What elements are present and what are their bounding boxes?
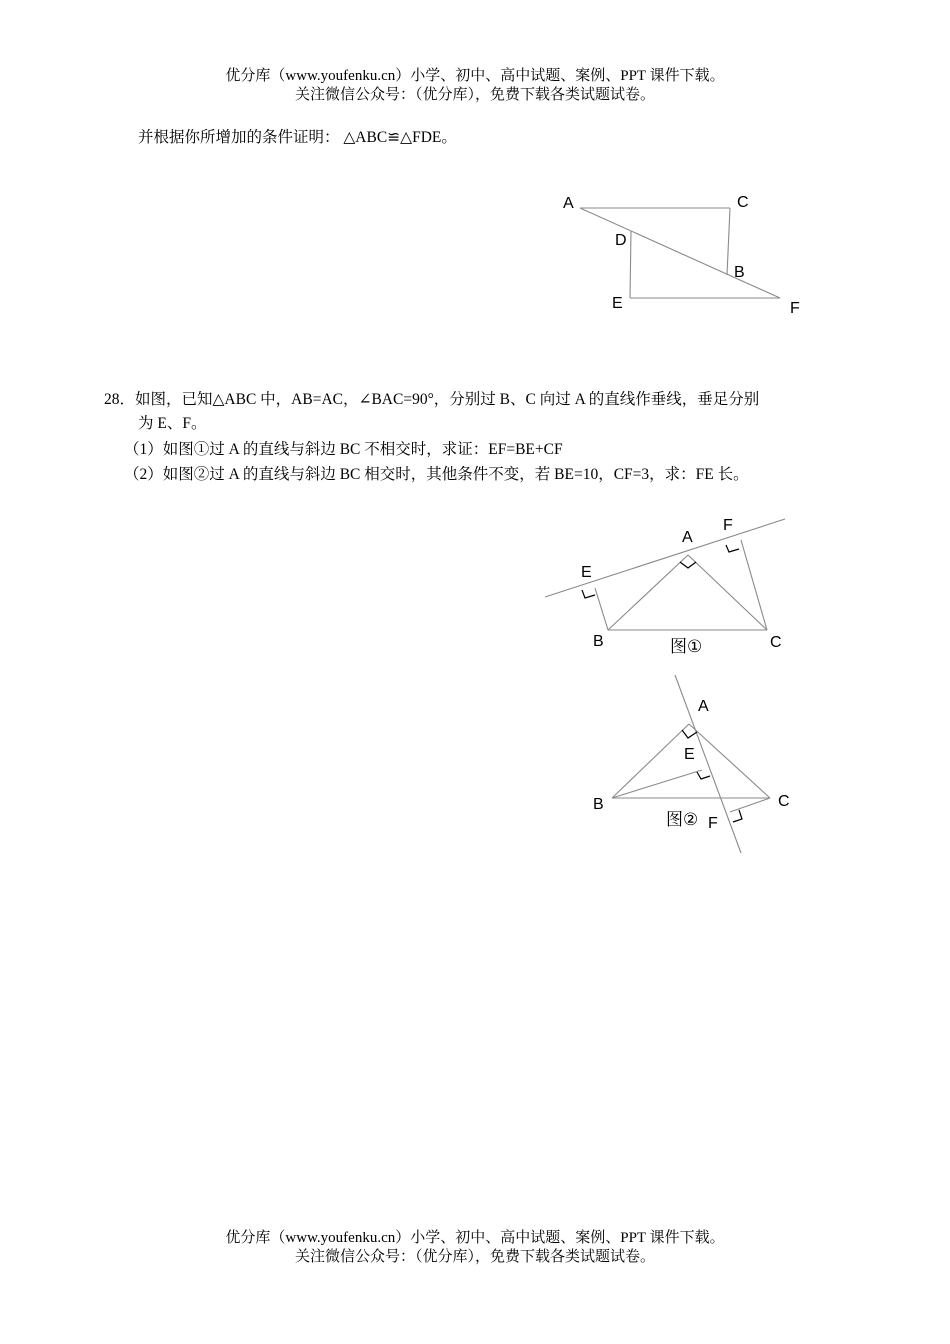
problem28-part1: （1）如图①过 A 的直线与斜边 BC 不相交时，求证：EF=BE+CF	[124, 441, 563, 458]
problem28-line2: 为 E、F。	[138, 415, 207, 432]
label-e: E	[684, 746, 695, 763]
label-b: B	[734, 264, 745, 281]
right-angle-f	[733, 810, 742, 822]
figure-1-caption: 图①	[670, 637, 703, 656]
right-angle-a	[680, 562, 696, 568]
label-e: E	[612, 295, 623, 312]
right-angle-e	[582, 590, 595, 598]
footer-line-2: 关注微信公众号：（优分库），免费下载各类试题试卷。	[294, 1249, 655, 1265]
footer-line-1: 优分库（www.youfenku.cn）小学、初中、高中试题、案例、PPT 课件下载。	[225, 1230, 725, 1246]
segment-cb	[727, 208, 730, 275]
label-f: F	[790, 300, 800, 317]
figure-2-caption: 图②	[666, 810, 699, 829]
label-b: B	[593, 796, 604, 813]
segment-ab	[608, 555, 688, 630]
label-f: F	[723, 517, 733, 534]
label-d: D	[615, 232, 627, 249]
segment-cf	[730, 798, 770, 812]
label-c: C	[778, 793, 790, 810]
label-b: B	[593, 633, 604, 650]
label-a: A	[698, 698, 709, 715]
right-angle-a	[682, 730, 697, 738]
label-f: F	[708, 815, 718, 832]
right-angle-f	[726, 545, 739, 552]
header-line-1: 优分库（www.youfenku.cn）小学、初中、高中试题、案例、PPT 课件下载。	[225, 68, 725, 84]
segment-de	[630, 231, 631, 298]
label-e: E	[581, 564, 592, 581]
label-a: A	[682, 529, 693, 546]
segment-be	[595, 588, 608, 630]
right-angle-e	[697, 772, 710, 779]
line-through-a	[545, 519, 785, 597]
header-line-2: 关注微信公众号：（优分库），免费下载各类试题试卷。	[294, 87, 655, 103]
figure-1	[540, 510, 800, 660]
segment-ac	[689, 724, 770, 798]
figure-congruent-triangles	[540, 185, 820, 325]
segment-ac	[688, 555, 767, 630]
prev-problem-text: 并根据你所增加的条件证明： △ABC≌△FDE。	[138, 129, 457, 146]
segment-ab	[612, 724, 689, 798]
label-c: C	[770, 634, 782, 651]
problem28-line1: 28．如图，已知△ABC 中，AB=AC，∠BAC=90°，分别过 B、C 向过 A 的直线作垂线，垂足分别	[104, 391, 760, 408]
segment-be	[612, 770, 702, 798]
segment-cf	[741, 540, 767, 630]
label-c: C	[737, 194, 749, 211]
label-a: A	[563, 195, 574, 212]
problem28-part2: （2）如图②过 A 的直线与斜边 BC 相交时，其他条件不变，若 BE=10，CF=3，求：FE 长。	[124, 466, 749, 483]
figure-2	[580, 670, 800, 860]
segment-af	[580, 208, 780, 298]
